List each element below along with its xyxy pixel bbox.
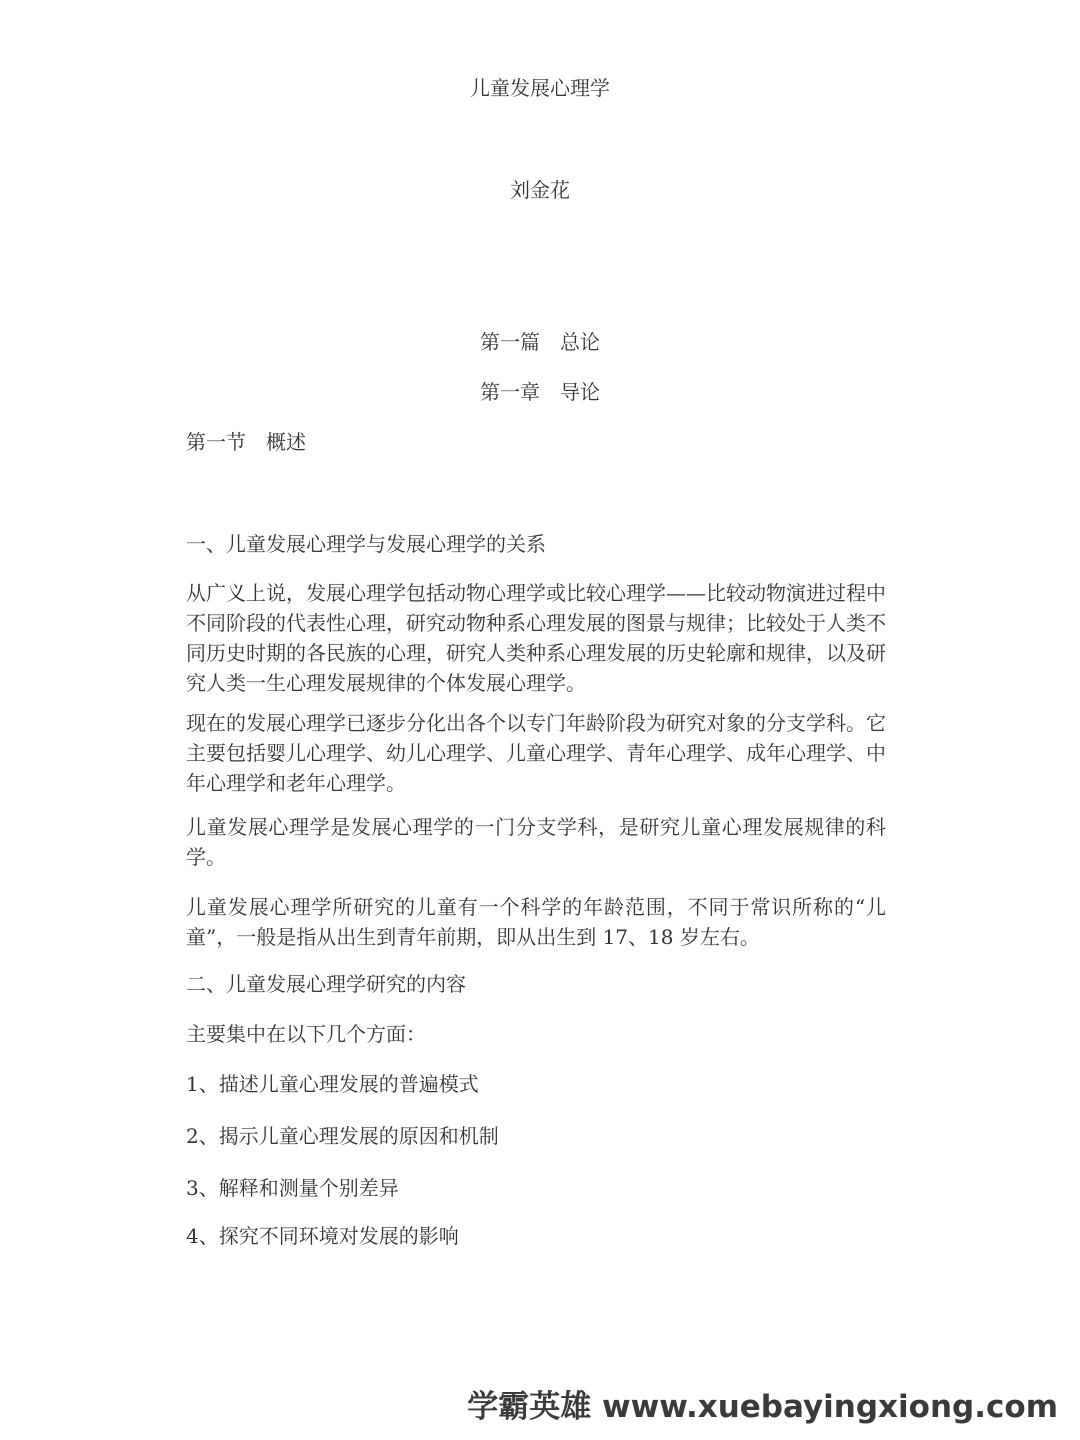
author-name: 刘金花 bbox=[510, 178, 570, 202]
site-watermark: 学霸英雄 www.xuebayingxiong.com bbox=[467, 1389, 1058, 1425]
list-item: 4、探究不同环境对发展的影响 bbox=[186, 1224, 459, 1248]
chapter-heading: 第一章 导论 bbox=[480, 380, 600, 404]
part-heading: 第一篇 总论 bbox=[480, 330, 600, 354]
list-item: 1、描述儿童心理发展的普遍模式 bbox=[186, 1072, 479, 1096]
heading-relationship: 一、儿童发展心理学与发展心理学的关系 bbox=[186, 532, 546, 556]
paragraph-branches: 现在的发展心理学已逐步分化出各个以专门年龄阶段为研究对象的分支学科。它主要包括婴儿心理学、幼儿心理学、儿童心理学、青年心理学、成年心理学、中年心理学和老年心理学。 bbox=[186, 711, 886, 795]
paragraph-broad-definition: 从广义上说，发展心理学包括动物心理学或比较心理学——比较动物演进过程中不同阶段的代表性心理，研究动物种系心理发展的图景与规律；比较处于人类不同历史时期的各民族的心理，研究人类种系心理发展的历史轮廓和规律，以及研究人类一生心理发展规律的个体发展心理学。 bbox=[186, 581, 886, 695]
section-heading: 第一节 概述 bbox=[186, 430, 306, 454]
paragraph-age-range: 儿童发展心理学所研究的儿童有一个科学的年龄范围，不同于常识所称的“儿童”，一般是指从出生到青年前期，即从出生到 17、18 岁左右。 bbox=[186, 895, 886, 949]
list-item: 3、解释和测量个别差异 bbox=[186, 1176, 399, 1200]
paragraph-intro-list: 主要集中在以下几个方面： bbox=[186, 1022, 426, 1046]
list-item: 2、揭示儿童心理发展的原因和机制 bbox=[186, 1124, 499, 1148]
document-title: 儿童发展心理学 bbox=[470, 76, 610, 100]
heading-research-content: 二、儿童发展心理学研究的内容 bbox=[186, 972, 466, 996]
paragraph-definition: 儿童发展心理学是发展心理学的一门分支学科，是研究儿童心理发展规律的科学。 bbox=[186, 815, 886, 869]
